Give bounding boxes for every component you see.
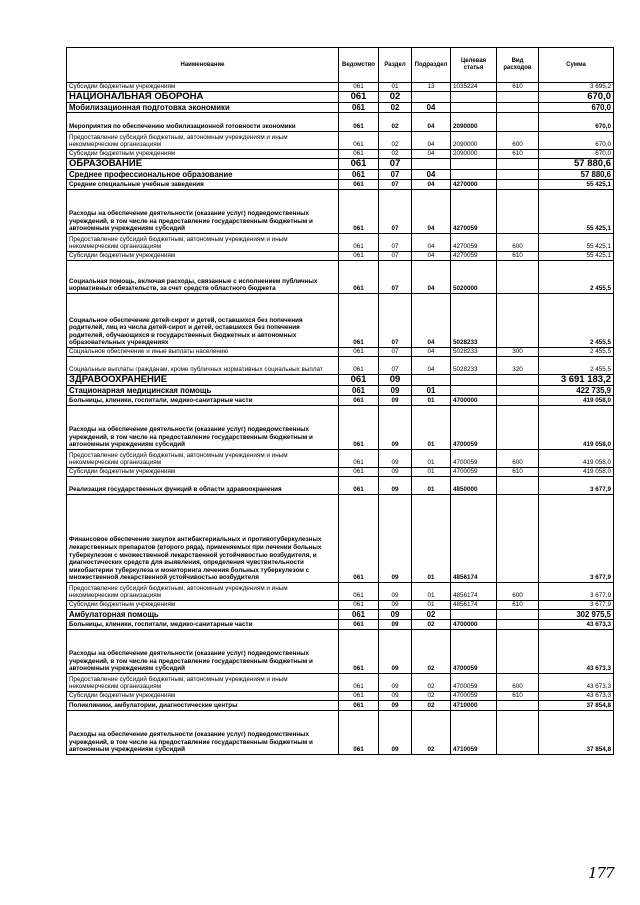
row-exptype [497, 103, 539, 113]
row-sum: 43 673,3 [539, 674, 614, 692]
row-exptype [497, 113, 539, 132]
row-dept: 061 [339, 103, 379, 113]
budget-table [66, 47, 614, 755]
row-exptype: 600 [497, 234, 539, 252]
row-target: 4700059 [451, 468, 497, 477]
row-target: 4700059 [451, 450, 497, 468]
row-target: 4856174 [451, 583, 497, 601]
row-exptype: 600 [497, 674, 539, 692]
table-row [67, 357, 614, 375]
row-sum: 419 058,0 [539, 468, 614, 477]
row-exptype [497, 701, 539, 711]
row-section: 02 [379, 150, 412, 159]
row-dept: 061 [339, 170, 379, 180]
row-exptype: 300 [497, 348, 539, 357]
table-row [67, 396, 614, 406]
row-sum: 37 854,8 [539, 701, 614, 711]
table-row [67, 83, 614, 92]
row-dept: 061 [339, 583, 379, 601]
row-sum: 37 854,8 [539, 711, 614, 755]
row-target: 4856174 [451, 601, 497, 610]
row-subsection [412, 159, 451, 170]
row-dept: 061 [339, 180, 379, 190]
row-target: 5020000 [451, 261, 497, 294]
row-exptype [497, 375, 539, 386]
row-dept: 061 [339, 692, 379, 701]
row-subsection: 02 [412, 630, 451, 674]
row-name: Социальные выплаты гражданам, кроме публичных нормативных социальных выплат [67, 357, 339, 375]
row-subsection: 04 [412, 103, 451, 113]
row-sum: 55 425,1 [539, 180, 614, 190]
row-sum: 2 455,5 [539, 294, 614, 348]
row-exptype [497, 477, 539, 495]
row-sum: 57 880,6 [539, 170, 614, 180]
row-dept: 061 [339, 468, 379, 477]
row-name: Субсидии бюджетным учреждениям [67, 150, 339, 159]
table-body [67, 83, 614, 755]
row-subsection: 02 [412, 674, 451, 692]
row-target [451, 610, 497, 620]
row-section: 02 [379, 92, 412, 103]
row-section: 07 [379, 348, 412, 357]
row-dept: 061 [339, 132, 379, 150]
row-dept: 061 [339, 450, 379, 468]
row-sum: 670,0 [539, 113, 614, 132]
row-subsection: 01 [412, 477, 451, 495]
budget-table-sheet [66, 47, 613, 755]
row-sum: 419 058,0 [539, 450, 614, 468]
table-row [67, 630, 614, 674]
table-row [67, 701, 614, 711]
row-section: 09 [379, 495, 412, 583]
row-name: Стационарная медицинская помощь [67, 386, 339, 396]
header-exptype: Вид расходов [497, 48, 539, 83]
row-target: 4700059 [451, 692, 497, 701]
row-section: 09 [379, 701, 412, 711]
row-exptype [497, 180, 539, 190]
row-sum: 419 058,0 [539, 406, 614, 450]
table-row [67, 294, 614, 348]
row-target [451, 375, 497, 386]
row-sum: 2 455,5 [539, 348, 614, 357]
row-dept: 061 [339, 92, 379, 103]
row-target: 4850000 [451, 477, 497, 495]
row-dept: 061 [339, 357, 379, 375]
row-sum: 55 425,1 [539, 190, 614, 234]
header-sum: Сумма [539, 48, 614, 83]
row-subsection: 01 [412, 396, 451, 406]
row-dept: 061 [339, 495, 379, 583]
row-section: 07 [379, 252, 412, 261]
row-sum: 670,0 [539, 92, 614, 103]
row-subsection: 02 [412, 692, 451, 701]
row-sum: 55 425,1 [539, 234, 614, 252]
row-name: Расходы на обеспечение деятельности (оказание услуг) подведомственных учреждений, в том числе на предоставление государственным бюджетным и автономным учреждениям субсидий [67, 630, 339, 674]
row-subsection: 04 [412, 190, 451, 234]
row-dept: 061 [339, 150, 379, 159]
row-target: 4700000 [451, 620, 497, 630]
row-exptype: 320 [497, 357, 539, 375]
row-name: Амбулаторная помощь [67, 610, 339, 620]
table-row [67, 477, 614, 495]
table-row [67, 674, 614, 692]
table-row [67, 692, 614, 701]
row-dept: 061 [339, 396, 379, 406]
row-target: 2090000 [451, 150, 497, 159]
table-row [67, 113, 614, 132]
row-dept: 061 [339, 234, 379, 252]
row-dept: 061 [339, 348, 379, 357]
row-target: 4270059 [451, 252, 497, 261]
row-dept: 061 [339, 630, 379, 674]
row-section: 01 [379, 83, 412, 92]
row-subsection: 01 [412, 386, 451, 396]
row-dept: 061 [339, 674, 379, 692]
row-exptype: 610 [497, 252, 539, 261]
row-section: 07 [379, 170, 412, 180]
row-dept: 061 [339, 601, 379, 610]
row-name: Субсидии бюджетным учреждениям [67, 252, 339, 261]
row-sum: 670,0 [539, 103, 614, 113]
row-name: Поликлиники, амбулатории, диагностические центры [67, 701, 339, 711]
row-name: Предоставление субсидий бюджетным, автономным учреждениям и иным некоммерческим организациям [67, 234, 339, 252]
row-section: 09 [379, 583, 412, 601]
row-section: 07 [379, 190, 412, 234]
row-sum: 422 735,9 [539, 386, 614, 396]
row-dept: 061 [339, 620, 379, 630]
table-header-row [67, 48, 614, 83]
row-section: 02 [379, 103, 412, 113]
row-name: Субсидии бюджетным учреждениям [67, 468, 339, 477]
row-sum: 2 455,5 [539, 357, 614, 375]
row-section: 07 [379, 357, 412, 375]
row-name: Предоставление субсидий бюджетным, автономным учреждениям и иным некоммерческим организациям [67, 132, 339, 150]
row-section: 09 [379, 477, 412, 495]
table-row [67, 159, 614, 170]
row-name: Предоставление субсидий бюджетным, автономным учреждениям и иным некоммерческим организациям [67, 674, 339, 692]
row-dept: 061 [339, 113, 379, 132]
row-section: 09 [379, 450, 412, 468]
row-subsection: 13 [412, 83, 451, 92]
row-exptype [497, 620, 539, 630]
row-target [451, 159, 497, 170]
row-subsection: 04 [412, 252, 451, 261]
row-dept: 061 [339, 711, 379, 755]
row-target: 4710000 [451, 701, 497, 711]
row-sum: 3 695,2 [539, 83, 614, 92]
row-section: 07 [379, 294, 412, 348]
row-exptype: 610 [497, 692, 539, 701]
row-subsection: 04 [412, 132, 451, 150]
header-target: Целевая статья [451, 48, 497, 83]
row-subsection: 02 [412, 701, 451, 711]
row-dept: 061 [339, 294, 379, 348]
row-section: 09 [379, 601, 412, 610]
row-name: Мероприятия по обеспечению мобилизационной готовности экономики [67, 113, 339, 132]
row-exptype: 600 [497, 450, 539, 468]
table-row [67, 234, 614, 252]
table-row [67, 348, 614, 357]
table-row [67, 406, 614, 450]
row-name: Средние специальные учебные заведения [67, 180, 339, 190]
row-subsection: 04 [412, 348, 451, 357]
row-name: Субсидии бюджетным учреждениям [67, 601, 339, 610]
table-row [67, 495, 614, 583]
header-section: Раздел [379, 48, 412, 83]
row-section: 09 [379, 375, 412, 386]
row-subsection [412, 375, 451, 386]
row-sum: 43 673,3 [539, 692, 614, 701]
row-subsection: 02 [412, 610, 451, 620]
row-section: 02 [379, 113, 412, 132]
header-name: Наименование [67, 48, 339, 83]
row-target: 4700000 [451, 396, 497, 406]
row-name: Социальная помощь, включая расходы, связанные с исполнением публичных нормативных обязательств, за счет средств областного бюджета [67, 261, 339, 294]
row-target: 2090000 [451, 132, 497, 150]
row-subsection: 04 [412, 357, 451, 375]
row-dept: 061 [339, 252, 379, 261]
row-dept: 061 [339, 159, 379, 170]
row-subsection: 01 [412, 583, 451, 601]
row-exptype [497, 406, 539, 450]
row-section: 02 [379, 132, 412, 150]
row-section: 09 [379, 468, 412, 477]
row-target: 5028233 [451, 348, 497, 357]
row-sum: 3 677,9 [539, 477, 614, 495]
row-exptype: 610 [497, 468, 539, 477]
row-dept: 061 [339, 375, 379, 386]
row-section: 09 [379, 711, 412, 755]
row-exptype [497, 711, 539, 755]
row-target: 4270059 [451, 190, 497, 234]
row-section: 09 [379, 396, 412, 406]
row-exptype [497, 495, 539, 583]
row-subsection: 01 [412, 406, 451, 450]
row-subsection: 01 [412, 450, 451, 468]
row-section: 07 [379, 234, 412, 252]
row-dept: 061 [339, 190, 379, 234]
row-dept: 061 [339, 406, 379, 450]
row-target: 4710059 [451, 711, 497, 755]
row-name: Больницы, клиники, госпитали, медико-санитарные части [67, 620, 339, 630]
row-exptype: 610 [497, 150, 539, 159]
row-name: Предоставление субсидий бюджетным, автономным учреждениям и иным некоммерческим организациям [67, 583, 339, 601]
row-name: НАЦИОНАЛЬНАЯ ОБОРОНА [67, 92, 339, 103]
row-target: 1035224 [451, 83, 497, 92]
row-sum: 3 677,9 [539, 601, 614, 610]
row-name: Социальное обеспечение детей-сирот и детей, оставшихся без попечения родителей, лиц из числа детей-сирот и детей, оставшихся без попечения родителей, обучающихся в государственных бюджетных и автономных образовательных учреждениях [67, 294, 339, 348]
row-exptype: 600 [497, 132, 539, 150]
row-sum: 3 677,9 [539, 583, 614, 601]
row-section: 09 [379, 630, 412, 674]
row-target: 4700059 [451, 406, 497, 450]
row-sum: 43 673,3 [539, 630, 614, 674]
table-row [67, 252, 614, 261]
row-section: 09 [379, 610, 412, 620]
row-dept: 061 [339, 477, 379, 495]
row-sum: 3 677,9 [539, 495, 614, 583]
row-sum: 3 691 183,2 [539, 375, 614, 386]
row-sum: 670,0 [539, 132, 614, 150]
row-exptype [497, 610, 539, 620]
row-section: 07 [379, 261, 412, 294]
row-target: 2090000 [451, 113, 497, 132]
row-section: 07 [379, 159, 412, 170]
table-row [67, 132, 614, 150]
table-row [67, 190, 614, 234]
row-dept: 061 [339, 610, 379, 620]
row-subsection: 04 [412, 234, 451, 252]
row-target: 4700059 [451, 630, 497, 674]
table-row [67, 620, 614, 630]
row-target: 4700059 [451, 674, 497, 692]
row-target: 5028233 [451, 357, 497, 375]
table-row [67, 386, 614, 396]
row-sum: 302 975,5 [539, 610, 614, 620]
row-section: 09 [379, 692, 412, 701]
row-name: Предоставление субсидий бюджетным, автономным учреждениям и иным некоммерческим организациям [67, 450, 339, 468]
row-subsection: 01 [412, 495, 451, 583]
row-subsection: 04 [412, 113, 451, 132]
table-row [67, 610, 614, 620]
row-sum: 419 058,0 [539, 396, 614, 406]
row-target: 4856174 [451, 495, 497, 583]
row-subsection: 04 [412, 150, 451, 159]
row-subsection: 04 [412, 170, 451, 180]
row-exptype [497, 294, 539, 348]
table-row [67, 170, 614, 180]
row-subsection: 01 [412, 468, 451, 477]
table-row [67, 150, 614, 159]
row-sum: 670,0 [539, 150, 614, 159]
row-section: 07 [379, 180, 412, 190]
row-name: Мобилизационная подготовка экономики [67, 103, 339, 113]
header-subsection: Подраздел [412, 48, 451, 83]
table-row [67, 583, 614, 601]
row-sum: 2 455,5 [539, 261, 614, 294]
row-exptype [497, 170, 539, 180]
row-section: 09 [379, 674, 412, 692]
row-exptype [497, 386, 539, 396]
row-section: 09 [379, 620, 412, 630]
row-sum: 43 673,3 [539, 620, 614, 630]
table-row [67, 711, 614, 755]
row-exptype [497, 630, 539, 674]
row-subsection: 04 [412, 261, 451, 294]
row-name: Расходы на обеспечение деятельности (оказание услуг) подведомственных учреждений, в том числе на предоставление государственным бюджетным и автономным учреждениям субсидий [67, 711, 339, 755]
table-row [67, 450, 614, 468]
row-name: Финансовое обеспечение закупок антибактериальных и противотуберкулезных лекарственных препаратов (второго ряда), применяемых при лечении больных туберкулезом с множественной лекарственной устойчивостью возбудителя, и диагностических средств для выявления, определения чувствительности микобактерии туберкулеза и мониторинга лечения больных туберкулезом с множественной лекарственной устойчивостью возбудителя [67, 495, 339, 583]
table-row [67, 103, 614, 113]
row-section: 09 [379, 386, 412, 396]
row-exptype: 610 [497, 601, 539, 610]
row-target [451, 386, 497, 396]
row-exptype [497, 92, 539, 103]
row-exptype [497, 261, 539, 294]
table-row [67, 601, 614, 610]
row-subsection: 01 [412, 601, 451, 610]
row-name: Среднее профессиональное образование [67, 170, 339, 180]
row-subsection: 04 [412, 294, 451, 348]
table-row [67, 261, 614, 294]
row-name: Расходы на обеспечение деятельности (оказание услуг) подведомственных учреждений, в том числе на предоставление государственным бюджетным и автономным учреждениям субсидий [67, 406, 339, 450]
row-name: Субсидии бюджетным учреждениям [67, 83, 339, 92]
row-dept: 061 [339, 261, 379, 294]
row-name: Больницы, клиники, госпитали, медико-санитарные части [67, 396, 339, 406]
row-section: 09 [379, 406, 412, 450]
row-dept: 061 [339, 701, 379, 711]
row-target: 5028233 [451, 294, 497, 348]
row-target: 4270000 [451, 180, 497, 190]
row-name: Социальное обеспечение и иные выплаты населению [67, 348, 339, 357]
row-sum: 55 425,1 [539, 252, 614, 261]
row-name: Расходы на обеспечение деятельности (оказание услуг) подведомственных учреждений, в том числе на предоставление государственным бюджетным и автономным учреждениям субсидий [67, 190, 339, 234]
row-name: ЗДРАВООХРАНЕНИЕ [67, 375, 339, 386]
row-exptype [497, 396, 539, 406]
row-subsection: 04 [412, 180, 451, 190]
row-exptype: 610 [497, 83, 539, 92]
row-target: 4270059 [451, 234, 497, 252]
row-subsection: 02 [412, 620, 451, 630]
page-number: 177 [588, 864, 614, 882]
table-row [67, 468, 614, 477]
row-exptype [497, 190, 539, 234]
row-name: Реализация государственных функций в области здравоохранения [67, 477, 339, 495]
row-dept: 061 [339, 83, 379, 92]
row-name: Субсидии бюджетным учреждениям [67, 692, 339, 701]
table-row [67, 92, 614, 103]
row-target [451, 170, 497, 180]
table-row [67, 180, 614, 190]
row-target [451, 103, 497, 113]
row-exptype: 600 [497, 583, 539, 601]
row-target [451, 92, 497, 103]
header-dept: Ведомство [339, 48, 379, 83]
row-subsection [412, 92, 451, 103]
row-dept: 061 [339, 386, 379, 396]
row-sum: 57 880,6 [539, 159, 614, 170]
row-subsection: 02 [412, 711, 451, 755]
table-row [67, 375, 614, 386]
row-name: ОБРАЗОВАНИЕ [67, 159, 339, 170]
row-exptype [497, 159, 539, 170]
